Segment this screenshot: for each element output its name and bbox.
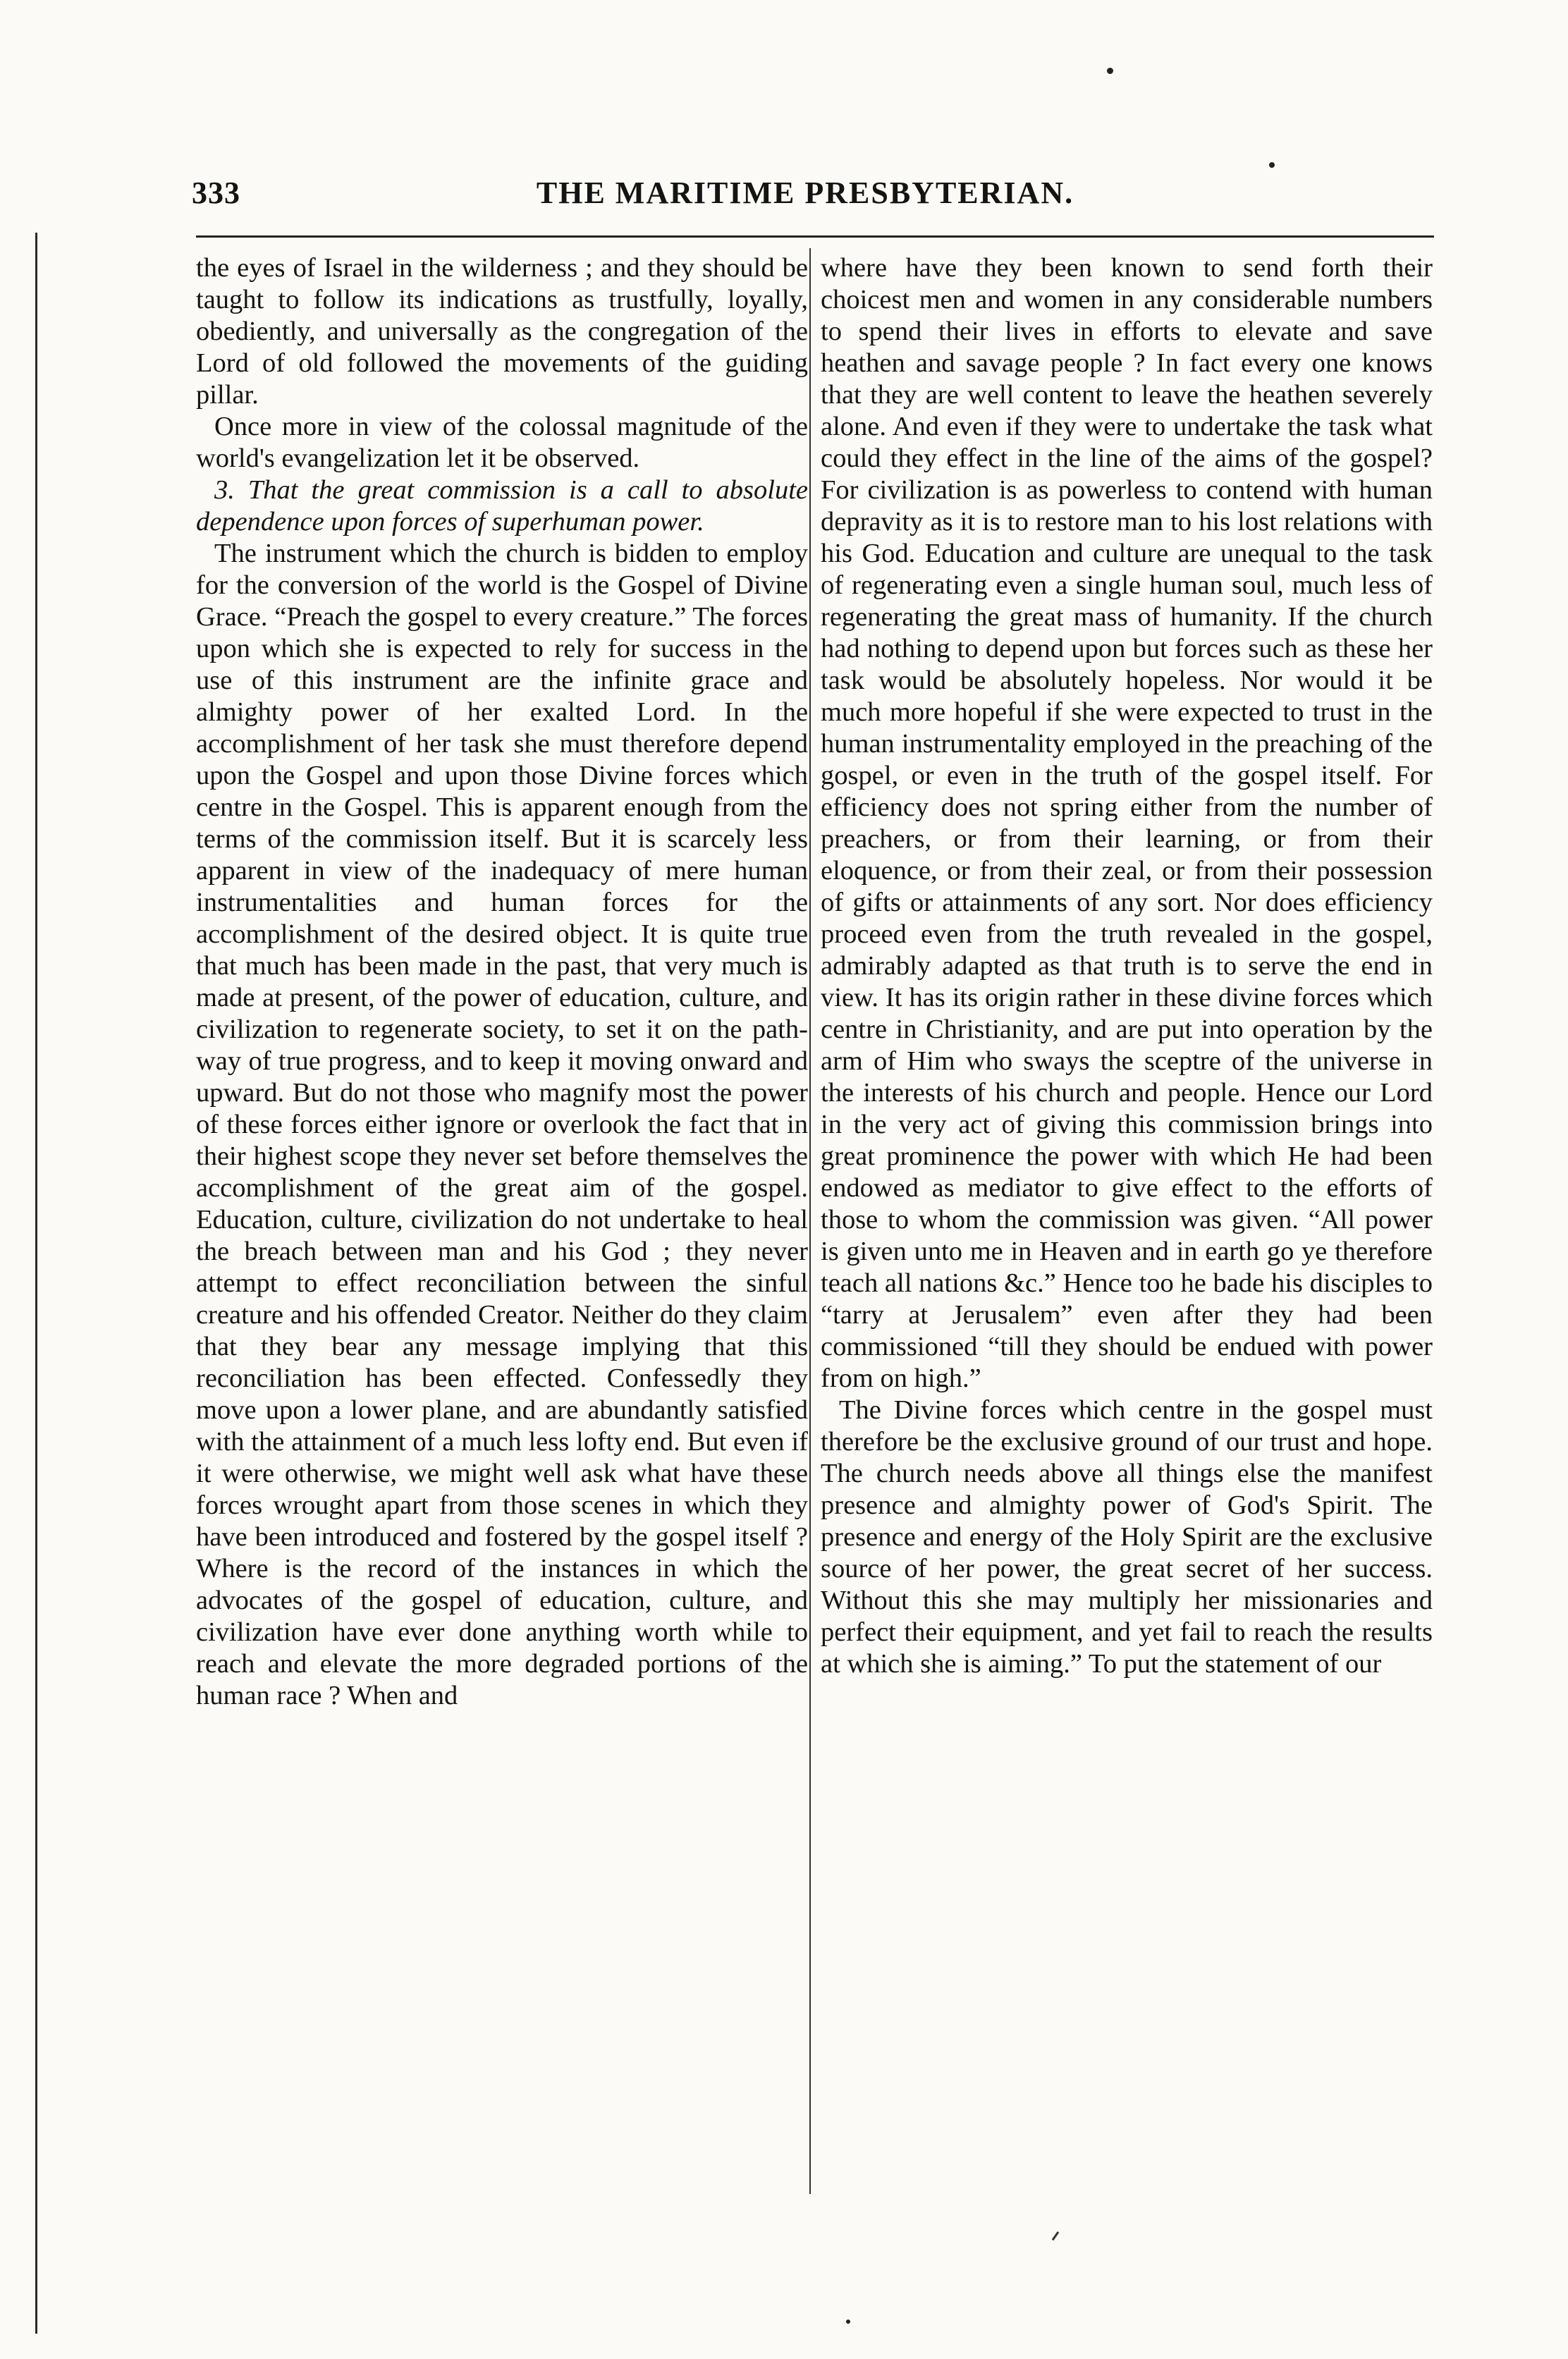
right-paragraph-2: The Divine forces which centre in the gospel must therefore be the exclusive ground of our trust and hope. The church needs above all things else the manifest presence and almighty power of God's Spirit. The presence and energy of the Holy Spirit are the exclusive source of her power, the great secret of her success. Without this she may multiply her missionaries and perfect their equipment, and yet fail to reach the results at which she is aiming.” To put the statement of our: [821, 1395, 1433, 1679]
left-paragraph-3: The instrument which the church is bidden to employ for the conversion of the world is the Gospel of Divine Grace. “Preach the gospel to every creature.” The forces upon which she is expected to rely for success in the use of this instrument are the infinite grace and almighty power of her exalted Lord. In the accomplishment of her task she must therefore depend upon the Gospel and upon those Divine forces which centre in the Gospel. This is apparent enough from the terms of the commission itself. But it is scarcely less apparent in view of the inadequacy of mere human instrumentalities and human forces for the accomplishment of the desired object. It is quite true that much has been made in the past, that very much is made at present, of the power of education, culture, and civilization to regenerate society, to set it on the path-way of true progress, and to keep it moving onward and upward. But do not those who magnify most the power of these forces either ignore or overlook the fact that in their highest scope they never set before themselves the accomplishment of the great aim of the gospel. Education, culture, civilization do not undertake to heal the breach between man and his God ; they never attempt to effect reconciliation between the sinful creature and his offended Creator. Neither do they claim that they bear any message implying that this reconciliation has been effected. Confessedly they move upon a lower plane, and are abundantly satisfied with the attainment of a much less lofty end. But even if it were otherwise, we might well ask what have these forces wrought apart from those scenes in which they have been introduced and fostered by the gospel itself ? Where is the record of the instances in which the advocates of the gospel of education, culture, and civilization have ever done anything worth while to reach and elevate the more degraded portions of the human race ? When and: [196, 539, 808, 1710]
left-paragraph-1: the eyes of Israel in the wilderness ; and they should be taught to follow its indications as trustfully, loyally, obediently, and universally as the congregation of the Lord of old followed the movements of the guiding pillar.: [196, 253, 808, 410]
right-column: [821, 252, 1433, 1680]
left-paragraph-2: Once more in view of the colossal magnitude of the world's evangelization let it be observed.: [196, 412, 808, 473]
section-heading-3: 3. That the great commission is a call to absolute dependence upon forces of superhuman power.: [196, 475, 808, 537]
ink-mark: [1052, 2231, 1059, 2241]
page-number: 333: [192, 176, 240, 210]
right-paragraph-1: where have they been known to send forth their choicest men and women in any considerable numbers to spend their lives in efforts to elevate and save heathen and savage people ? In fact every one knows that they are well content to leave the heathen severely alone. And even if they were to undertake the task what could they effect in the line of the aims of the gospel? For civilization is as powerless to contend with human depravity as it is to restore man to his lost relations with his God. Education and culture are unequal to the task of regenerating even a single human soul, much less of regenerating the great mass of humanity. If the church had nothing to depend upon but forces such as these her task would be absolutely hopeless. Nor would it be much more hopeful if she were expected to trust in the human instrumentality employed in the preaching of the gospel, or even in the truth of the gospel itself. For efficiency does not spring either from the number of preachers, or from their learning, or from their eloquence, or from their zeal, or from their possession of gifts or attainments of any sort. Nor does efficiency proceed even from the truth revealed in the gospel, admirably adapted as that truth is to serve the end in view. It has its origin rather in these divine forces which centre in Christianity, and are put into operation by the arm of Him who sways the sceptre of the universe in the interests of his church and people. Hence our Lord in the very act of giving this commission brings into great prominence the power with which He had been endowed as mediator to give effect to the efforts of those to whom the commission was given. “All power is given unto me in Heaven and in earth go ye therefore teach all nations &c.” Hence too he bade his disciples to “tarry at Jerusalem” even after they had been commissioned “till they should be endued with power from on high.”: [821, 253, 1433, 1393]
page-header: [192, 175, 1419, 224]
speck-header: [1269, 162, 1275, 168]
left-column: [196, 252, 808, 1712]
column-divider: [809, 248, 811, 2194]
header-rule: [196, 235, 1434, 238]
speck-top: [1107, 68, 1113, 74]
speck-bottom: [846, 2320, 850, 2324]
left-margin-rule: [35, 233, 37, 2334]
journal-title: THE MARITIME PRESBYTERIAN.: [536, 176, 1074, 210]
